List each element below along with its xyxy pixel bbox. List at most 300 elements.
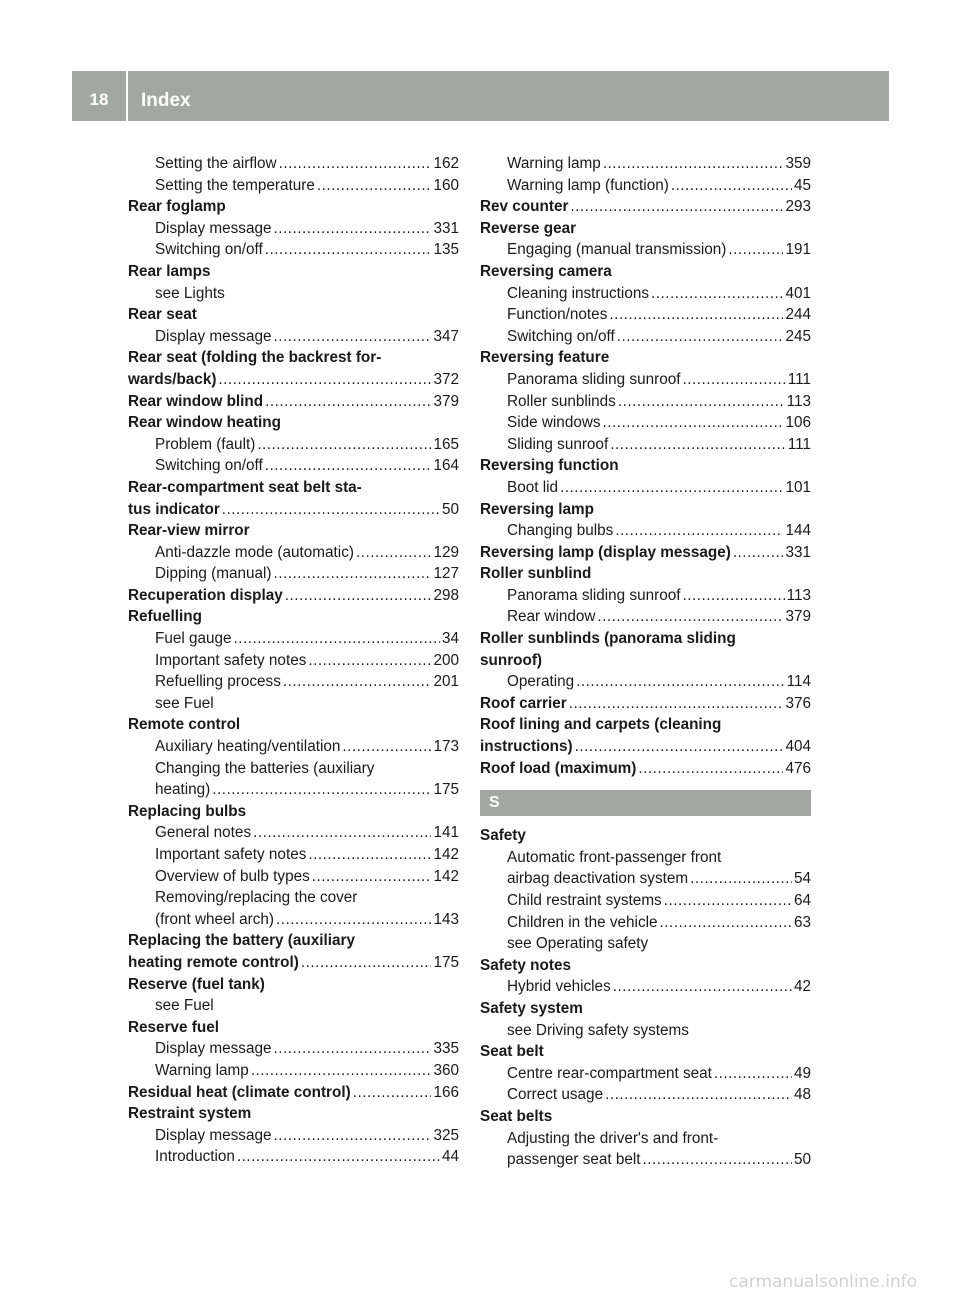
dot-leader bbox=[664, 890, 792, 912]
index-column-left bbox=[128, 153, 459, 1168]
page-reference[interactable]: 111 bbox=[787, 370, 811, 388]
entry-label: Boot lid bbox=[507, 478, 559, 496]
page-reference[interactable]: 63 bbox=[793, 913, 811, 931]
page-reference[interactable]: 143 bbox=[433, 910, 459, 928]
page-reference[interactable]: 331 bbox=[433, 219, 459, 237]
entry-label: Roller sunblinds bbox=[507, 392, 616, 410]
page-reference[interactable]: 127 bbox=[433, 565, 459, 583]
entry-label: Reserve (fuel tank) bbox=[128, 975, 265, 993]
page-reference[interactable]: 379 bbox=[785, 608, 811, 626]
index-subentry bbox=[128, 779, 459, 801]
page-reference[interactable]: 476 bbox=[785, 759, 811, 777]
entry-label: Restraint system bbox=[128, 1105, 252, 1123]
page-reference[interactable]: 49 bbox=[793, 1064, 811, 1082]
index-heading bbox=[480, 563, 811, 585]
entry-label: Warning lamp (function) bbox=[507, 176, 669, 194]
page-reference[interactable]: 129 bbox=[433, 543, 459, 561]
entry-label: Seat belts bbox=[480, 1107, 553, 1125]
dot-leader bbox=[257, 434, 431, 456]
index-heading bbox=[128, 196, 459, 218]
index-heading bbox=[480, 455, 811, 477]
page-reference[interactable]: 141 bbox=[433, 824, 459, 842]
index-subentry bbox=[480, 391, 811, 413]
dot-leader bbox=[273, 1125, 431, 1147]
entry-label: see Driving safety systems bbox=[507, 1021, 689, 1039]
entry-label: Centre rear-compartment seat bbox=[507, 1064, 712, 1082]
entry-label: Display message bbox=[155, 219, 272, 237]
index-heading bbox=[480, 196, 811, 218]
index-heading bbox=[480, 1106, 811, 1128]
entry-label: Auxiliary heating/ventilation bbox=[155, 738, 341, 756]
entry-label: Safety system bbox=[480, 999, 583, 1017]
dot-leader bbox=[237, 1146, 440, 1168]
page-reference[interactable]: 64 bbox=[793, 892, 811, 909]
entry-label: Reversing camera bbox=[480, 262, 612, 280]
index-subentry bbox=[480, 976, 811, 998]
index-subentry bbox=[480, 671, 811, 693]
page-reference[interactable]: 404 bbox=[785, 738, 811, 756]
index-subentry bbox=[480, 434, 811, 456]
entry-label: tus indicator bbox=[128, 500, 220, 518]
entry-label: Rear lamps bbox=[128, 262, 211, 280]
index-subentry bbox=[480, 890, 811, 912]
page-reference[interactable]: 135 bbox=[433, 241, 459, 259]
entry-label: (front wheel arch) bbox=[155, 910, 275, 928]
entry-label: Reversing function bbox=[480, 457, 619, 475]
dot-leader bbox=[576, 671, 784, 693]
entry-label: Dipping (manual) bbox=[155, 565, 272, 583]
index-subentry bbox=[480, 1020, 811, 1042]
index-subentry bbox=[128, 887, 459, 909]
index-subentry bbox=[480, 847, 811, 869]
index-heading bbox=[128, 974, 459, 996]
index-heading bbox=[128, 412, 459, 434]
index-heading bbox=[480, 499, 811, 521]
index-subentry bbox=[480, 1084, 811, 1106]
page-reference[interactable]: 175 bbox=[433, 953, 459, 971]
entry-label: Remote control bbox=[128, 716, 241, 734]
index-subentry bbox=[480, 239, 811, 261]
entry-label: Safety bbox=[480, 827, 526, 845]
dot-leader bbox=[603, 153, 784, 175]
index-subentry bbox=[128, 844, 459, 866]
index-heading bbox=[128, 1017, 459, 1039]
index-subentry bbox=[480, 477, 811, 499]
page-number: 18 bbox=[89, 90, 109, 109]
entry-label: see Operating safety bbox=[507, 935, 649, 953]
index-subentry bbox=[128, 822, 459, 844]
page-reference[interactable]: 175 bbox=[433, 781, 459, 799]
dot-leader bbox=[609, 304, 783, 326]
dot-leader bbox=[575, 736, 784, 758]
dot-leader bbox=[222, 499, 440, 521]
entry-label: Recuperation display bbox=[128, 586, 283, 604]
page-reference[interactable]: 401 bbox=[785, 284, 811, 302]
page-reference[interactable]: 113 bbox=[786, 586, 811, 604]
entry-label: see Fuel bbox=[155, 694, 214, 712]
entry-label: Rear-view mirror bbox=[128, 522, 250, 540]
index-heading bbox=[480, 628, 811, 650]
index-heading bbox=[480, 542, 811, 564]
dot-leader bbox=[560, 477, 783, 499]
index-subentry bbox=[480, 868, 811, 890]
entry-label: Warning lamp bbox=[155, 1061, 249, 1079]
entry-label: Removing/replacing the cover bbox=[155, 889, 358, 907]
dot-leader bbox=[301, 952, 432, 974]
dot-leader bbox=[265, 239, 432, 261]
dot-leader bbox=[728, 239, 783, 261]
page-reference[interactable]: 164 bbox=[433, 457, 459, 475]
entry-label: Roller sunblinds (panorama sliding bbox=[480, 630, 736, 648]
header-bar bbox=[72, 71, 889, 121]
page-reference[interactable]: 335 bbox=[433, 1040, 459, 1058]
index-heading bbox=[480, 736, 811, 758]
entry-label: Panorama sliding sunroof bbox=[507, 370, 681, 388]
entry-label: sunroof) bbox=[480, 651, 543, 669]
index-subentry bbox=[480, 369, 811, 391]
page-reference[interactable]: 162 bbox=[433, 155, 459, 172]
dot-leader bbox=[618, 391, 785, 413]
index-subentry bbox=[128, 1038, 459, 1060]
index-heading bbox=[128, 1082, 459, 1104]
index-heading bbox=[128, 801, 459, 823]
dot-leader bbox=[283, 671, 432, 693]
entry-label: Safety notes bbox=[480, 956, 571, 974]
index-subentry bbox=[480, 1063, 811, 1085]
index-subentry bbox=[128, 455, 459, 477]
entry-label: Display message bbox=[155, 327, 272, 345]
page-reference[interactable]: 144 bbox=[785, 522, 811, 540]
dot-leader bbox=[308, 650, 431, 672]
dot-leader bbox=[660, 912, 792, 934]
page-reference[interactable]: 298 bbox=[433, 586, 459, 604]
index-subentry bbox=[128, 175, 459, 197]
page-reference[interactable]: 114 bbox=[786, 673, 811, 691]
entry-label: Changing the batteries (auxiliary bbox=[155, 759, 375, 777]
entry-label: heating remote control) bbox=[128, 953, 299, 971]
dot-leader bbox=[279, 153, 432, 175]
entry-label: Anti-dazzle mode (automatic) bbox=[155, 543, 354, 561]
page-reference[interactable]: 325 bbox=[433, 1126, 459, 1144]
entry-label: Engaging (manual transmission) bbox=[507, 241, 727, 259]
index-subentry bbox=[480, 585, 811, 607]
page-reference[interactable]: 360 bbox=[433, 1061, 459, 1079]
dot-leader bbox=[234, 628, 440, 650]
index-heading bbox=[480, 758, 811, 780]
dot-leader bbox=[569, 693, 784, 715]
index-subentry bbox=[128, 995, 459, 1017]
index-subentry bbox=[128, 671, 459, 693]
index-heading bbox=[128, 477, 459, 499]
index-heading bbox=[128, 261, 459, 283]
dot-leader bbox=[265, 455, 432, 477]
index-subentry bbox=[128, 239, 459, 261]
entry-label: Replacing the battery (auxiliary bbox=[128, 932, 355, 950]
entry-label: Important safety notes bbox=[155, 846, 307, 863]
entry-label: Correct usage bbox=[507, 1086, 604, 1104]
entry-label: Refuelling process bbox=[155, 673, 281, 691]
entry-label: Function/notes bbox=[507, 306, 608, 324]
page-reference[interactable]: 45 bbox=[793, 176, 811, 194]
dot-leader bbox=[265, 391, 431, 413]
page-reference[interactable]: 245 bbox=[785, 327, 811, 345]
page-reference[interactable]: 293 bbox=[785, 198, 811, 216]
index-subentry bbox=[128, 1125, 459, 1147]
index-subentry bbox=[480, 1128, 811, 1150]
index-heading bbox=[480, 955, 811, 977]
index-subentry bbox=[128, 1146, 459, 1168]
entry-label: airbag deactivation system bbox=[507, 870, 689, 888]
entry-label: Panorama sliding sunroof bbox=[507, 586, 681, 604]
entry-label: passenger seat belt bbox=[507, 1151, 641, 1169]
entry-label: Sliding sunroof bbox=[507, 435, 609, 453]
dot-leader bbox=[356, 542, 432, 564]
index-heading bbox=[128, 499, 459, 521]
index-heading bbox=[128, 347, 459, 369]
index-subentry bbox=[128, 153, 459, 175]
dot-leader bbox=[714, 1063, 792, 1085]
dot-leader bbox=[308, 844, 431, 866]
dot-leader bbox=[733, 542, 784, 564]
index-subentry bbox=[480, 304, 811, 326]
dot-leader bbox=[617, 326, 784, 348]
page-reference[interactable]: 50 bbox=[793, 1151, 811, 1169]
index-subentry bbox=[128, 218, 459, 240]
index-heading bbox=[480, 1041, 811, 1063]
entry-label: Children in the vehicle bbox=[507, 913, 658, 931]
page-reference[interactable]: 34 bbox=[441, 630, 459, 648]
dot-leader bbox=[212, 779, 431, 801]
index-heading bbox=[128, 606, 459, 628]
entry-label: Switching on/off bbox=[155, 457, 263, 475]
entry-label: Reversing feature bbox=[480, 349, 610, 367]
entry-label: Introduction bbox=[155, 1148, 235, 1166]
index-heading bbox=[128, 952, 459, 974]
entry-label: Changing bulbs bbox=[507, 522, 614, 540]
entry-label: Rev counter bbox=[480, 198, 569, 216]
entry-label: Fuel gauge bbox=[155, 630, 232, 648]
entry-label: Rear window blind bbox=[128, 392, 264, 410]
entry-label: Rear-compartment seat belt sta- bbox=[128, 478, 362, 496]
entry-label: Rear window heating bbox=[128, 414, 281, 432]
index-subentry bbox=[480, 153, 811, 175]
entry-label: wards/back) bbox=[128, 370, 217, 388]
index-subentry bbox=[128, 909, 459, 931]
index-subentry bbox=[128, 736, 459, 758]
index-subentry bbox=[480, 933, 811, 955]
index-subentry bbox=[128, 628, 459, 650]
dot-leader bbox=[615, 520, 783, 542]
entry-label: Seat belt bbox=[480, 1043, 544, 1061]
dot-leader bbox=[342, 736, 431, 758]
entry-label: Rear window bbox=[507, 608, 596, 626]
header-divider bbox=[126, 71, 128, 121]
dot-leader bbox=[218, 369, 431, 391]
index-heading bbox=[128, 585, 459, 607]
dot-leader bbox=[682, 369, 785, 391]
page-reference[interactable]: 165 bbox=[433, 435, 459, 453]
page-reference[interactable]: 376 bbox=[785, 694, 811, 712]
entry-label: Hybrid vehicles bbox=[507, 978, 611, 996]
page-reference[interactable]: 331 bbox=[785, 543, 811, 561]
section-header: S bbox=[480, 790, 811, 816]
dot-leader bbox=[253, 822, 431, 844]
dot-leader bbox=[570, 196, 783, 218]
entry-label: Roof lining and carpets (cleaning bbox=[480, 716, 722, 734]
index-subentry bbox=[480, 326, 811, 348]
page-reference[interactable]: 379 bbox=[433, 392, 459, 410]
page-reference[interactable]: 111 bbox=[787, 435, 811, 453]
page-reference[interactable]: 191 bbox=[785, 241, 811, 259]
page-reference[interactable]: 48 bbox=[793, 1086, 811, 1104]
index-heading bbox=[128, 714, 459, 736]
dot-leader bbox=[597, 606, 783, 628]
page-reference[interactable]: 347 bbox=[433, 327, 459, 345]
entry-label: Display message bbox=[155, 1040, 272, 1058]
dot-leader bbox=[610, 434, 786, 456]
page-reference[interactable]: 106 bbox=[785, 414, 811, 432]
page-reference[interactable]: 44 bbox=[441, 1148, 459, 1166]
entry-label: Problem (fault) bbox=[155, 435, 256, 453]
dot-leader bbox=[682, 585, 784, 607]
index-subentry bbox=[128, 563, 459, 585]
entry-label: Residual heat (climate control) bbox=[128, 1083, 351, 1101]
dot-leader bbox=[651, 283, 783, 305]
page-reference[interactable]: 142 bbox=[433, 846, 459, 863]
page-reference[interactable]: 244 bbox=[785, 306, 811, 324]
entry-label: Display message bbox=[155, 1126, 272, 1144]
page-reference[interactable]: 201 bbox=[433, 673, 459, 691]
index-subentry bbox=[480, 175, 811, 197]
dot-leader bbox=[273, 1038, 431, 1060]
index-heading bbox=[480, 825, 811, 847]
entry-label: Warning lamp bbox=[507, 155, 601, 172]
page-reference[interactable]: 54 bbox=[793, 870, 811, 888]
index-subentry bbox=[128, 866, 459, 888]
index-subentry bbox=[128, 326, 459, 348]
entry-label: Important safety notes bbox=[155, 651, 307, 669]
index-subentry bbox=[480, 412, 811, 434]
page-reference[interactable]: 42 bbox=[793, 978, 811, 996]
index-heading bbox=[128, 369, 459, 391]
index-heading bbox=[128, 304, 459, 326]
page-reference[interactable]: 200 bbox=[433, 651, 459, 669]
entry-label: General notes bbox=[155, 824, 252, 842]
index-heading bbox=[128, 520, 459, 542]
entry-label: Rear foglamp bbox=[128, 198, 226, 216]
page-reference[interactable]: 113 bbox=[786, 392, 811, 410]
dot-leader bbox=[317, 175, 432, 197]
index-heading bbox=[480, 347, 811, 369]
index-subentry bbox=[480, 1149, 811, 1171]
dot-leader bbox=[285, 585, 432, 607]
dot-leader bbox=[671, 175, 792, 197]
dot-leader bbox=[353, 1082, 432, 1104]
index-heading bbox=[128, 1103, 459, 1125]
index-heading bbox=[480, 261, 811, 283]
index-subentry bbox=[128, 650, 459, 672]
page-reference[interactable]: 359 bbox=[785, 155, 811, 172]
index-subentry bbox=[128, 434, 459, 456]
page-reference[interactable]: 101 bbox=[785, 478, 811, 496]
entry-label: Child restraint systems bbox=[507, 892, 662, 909]
dot-leader bbox=[273, 326, 431, 348]
entry-label: Reserve fuel bbox=[128, 1018, 219, 1036]
index-subentry bbox=[128, 283, 459, 305]
index-subentry bbox=[480, 606, 811, 628]
index-heading bbox=[480, 714, 811, 736]
entry-label: see Fuel bbox=[155, 997, 214, 1015]
index-heading bbox=[128, 930, 459, 952]
index-subentry bbox=[480, 520, 811, 542]
index-subentry bbox=[128, 758, 459, 780]
index-subentry bbox=[128, 1060, 459, 1082]
entry-label: Roof load (maximum) bbox=[480, 759, 637, 777]
index-subentry bbox=[128, 693, 459, 715]
index-subentry bbox=[128, 542, 459, 564]
page-reference[interactable]: 142 bbox=[433, 867, 459, 885]
entry-label: instructions) bbox=[480, 738, 573, 756]
page-reference[interactable]: 372 bbox=[433, 370, 459, 388]
index-heading bbox=[480, 650, 811, 672]
index-heading bbox=[128, 391, 459, 413]
entry-label: heating) bbox=[155, 781, 211, 799]
page-title: Index bbox=[141, 90, 191, 111]
dot-leader bbox=[273, 218, 431, 240]
entry-label: see Lights bbox=[155, 284, 225, 302]
entry-label: Switching on/off bbox=[155, 241, 263, 259]
entry-label: Setting the temperature bbox=[155, 176, 315, 194]
entry-label: Overview of bulb types bbox=[155, 867, 310, 885]
index-column-right bbox=[480, 153, 811, 1171]
page-reference[interactable]: 173 bbox=[433, 738, 459, 756]
page-reference[interactable]: 166 bbox=[433, 1083, 459, 1101]
dot-leader bbox=[312, 866, 432, 888]
dot-leader bbox=[276, 909, 431, 931]
entry-label: Reverse gear bbox=[480, 219, 577, 237]
dot-leader bbox=[643, 1149, 792, 1171]
index-heading bbox=[480, 218, 811, 240]
entry-label: Roller sunblind bbox=[480, 565, 592, 583]
index-subentry bbox=[480, 283, 811, 305]
dot-leader bbox=[605, 1084, 792, 1106]
dot-leader bbox=[613, 976, 792, 998]
entry-label: Rear seat bbox=[128, 306, 197, 324]
dot-leader bbox=[690, 868, 792, 890]
entry-label: Operating bbox=[507, 673, 575, 691]
entry-label: Reversing lamp (display message) bbox=[480, 543, 731, 561]
entry-label: Cleaning instructions bbox=[507, 284, 649, 302]
index-subentry bbox=[480, 912, 811, 934]
watermark: carmanualsonline.info bbox=[729, 1272, 918, 1292]
entry-label: Replacing bulbs bbox=[128, 802, 247, 820]
entry-label: Rear seat (folding the backrest for- bbox=[128, 349, 382, 367]
dot-leader bbox=[603, 412, 784, 434]
page-reference[interactable]: 160 bbox=[433, 176, 459, 194]
dot-leader bbox=[273, 563, 431, 585]
entry-label: Refuelling bbox=[128, 608, 202, 626]
page-reference[interactable]: 50 bbox=[441, 500, 459, 518]
entry-label: Adjusting the driver's and front- bbox=[507, 1129, 719, 1147]
entry-label: Side windows bbox=[507, 414, 601, 432]
index-heading bbox=[480, 998, 811, 1020]
entry-label: Reversing lamp bbox=[480, 500, 594, 518]
entry-label: Setting the airflow bbox=[155, 155, 277, 172]
dot-leader bbox=[638, 758, 783, 780]
entry-label: Automatic front-passenger front bbox=[507, 848, 722, 866]
entry-label: Roof carrier bbox=[480, 694, 567, 712]
dot-leader bbox=[251, 1060, 432, 1082]
